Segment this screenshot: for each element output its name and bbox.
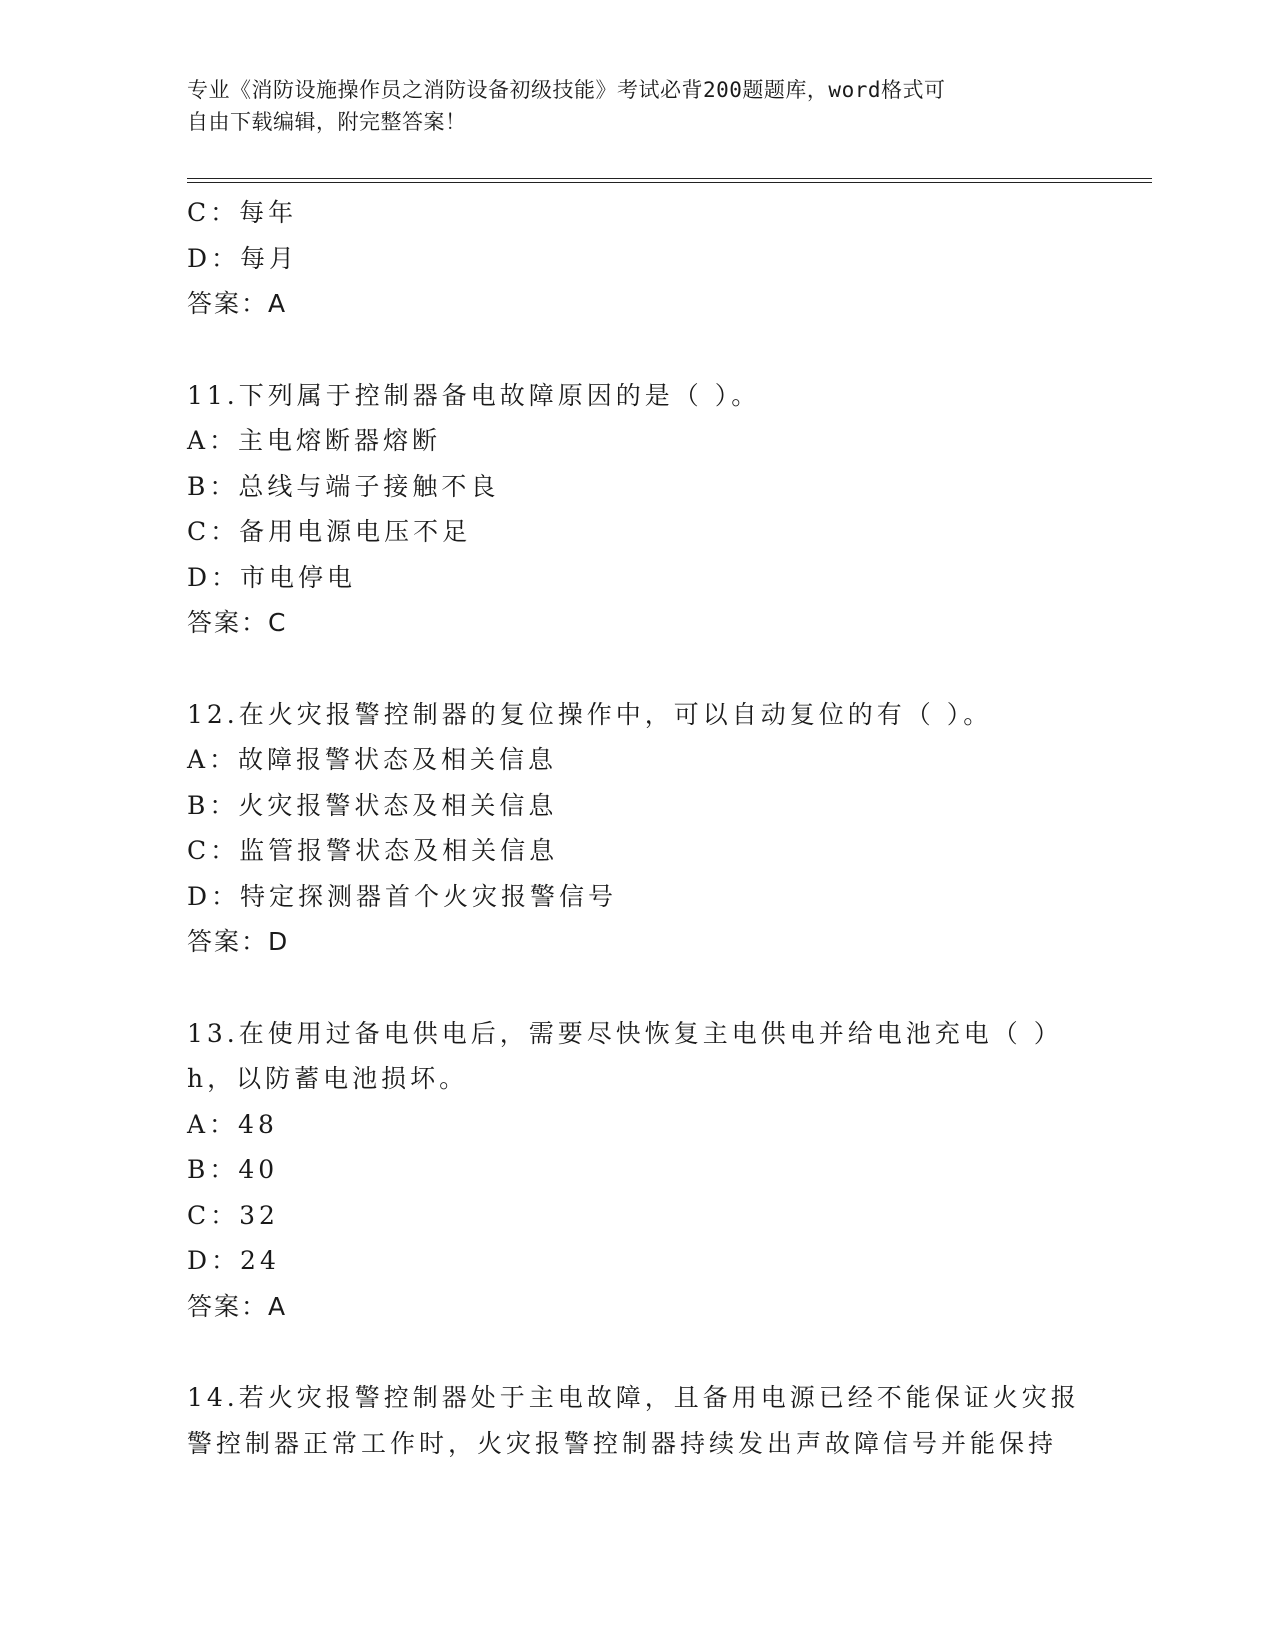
question-stem: 14.若火灾报警控制器处于主电故障，且备用电源已经不能保证火灾报 [187,1383,1080,1412]
spacer [187,965,1087,1011]
option-c: C：监管报警状态及相关信息 [187,836,559,865]
question-11 [187,373,1087,646]
option-b: B：总线与端子接触不良 [187,471,500,501]
option-a: A：48 [187,1109,278,1139]
question-prev [187,190,1087,327]
question-12 [187,692,1087,965]
answer-line: 答案：C [187,608,288,637]
question-stem: 11.下列属于控制器备电故障原因的是（ ）。 [187,380,761,410]
question-stem-continued: h，以防蓄电池损坏。 [187,1064,469,1093]
answer-line: 答案：D [187,927,290,956]
question-13 [187,1011,1087,1330]
header-line-1: 专业《消防设施操作员之消防设备初级技能》考试必背200题题库，word格式可 [187,78,946,102]
option-c: C：32 [187,1200,279,1230]
question-14 [187,1375,1087,1466]
spacer [187,646,1087,692]
answer-line: 答案：A [187,1291,288,1321]
header-divider [187,178,1152,183]
spacer [187,327,1087,373]
option-c: C：每年 [187,198,298,227]
option-b: B：40 [187,1155,279,1184]
option-a: A：故障报警状态及相关信息 [187,745,558,774]
question-stem-continued: 警控制器正常工作时，火灾报警控制器持续发出声故障信号并能保持 [187,1428,1058,1458]
page-header [187,74,1087,138]
option-b: B：火灾报警状态及相关信息 [187,790,558,820]
document-body [187,190,1087,1466]
option-d: D：每月 [187,243,299,273]
spacer [187,1329,1087,1375]
header-line-2: 自由下载编辑，附完整答案！ [187,110,467,134]
question-stem: 12.在火灾报警控制器的复位操作中，可以自动复位的有（ ）。 [187,699,993,729]
option-d: D：市电停电 [187,562,357,592]
answer-line: 答案：A [187,289,288,318]
option-a: A：主电熔断器熔断 [187,426,442,455]
option-d: D：特定探测器首个火灾报警信号 [187,881,618,911]
question-stem: 13.在使用过备电供电后，需要尽快恢复主电供电并给电池充电（ ） [187,1018,1063,1048]
option-d: D：24 [187,1246,280,1275]
option-c: C：备用电源电压不足 [187,517,472,546]
